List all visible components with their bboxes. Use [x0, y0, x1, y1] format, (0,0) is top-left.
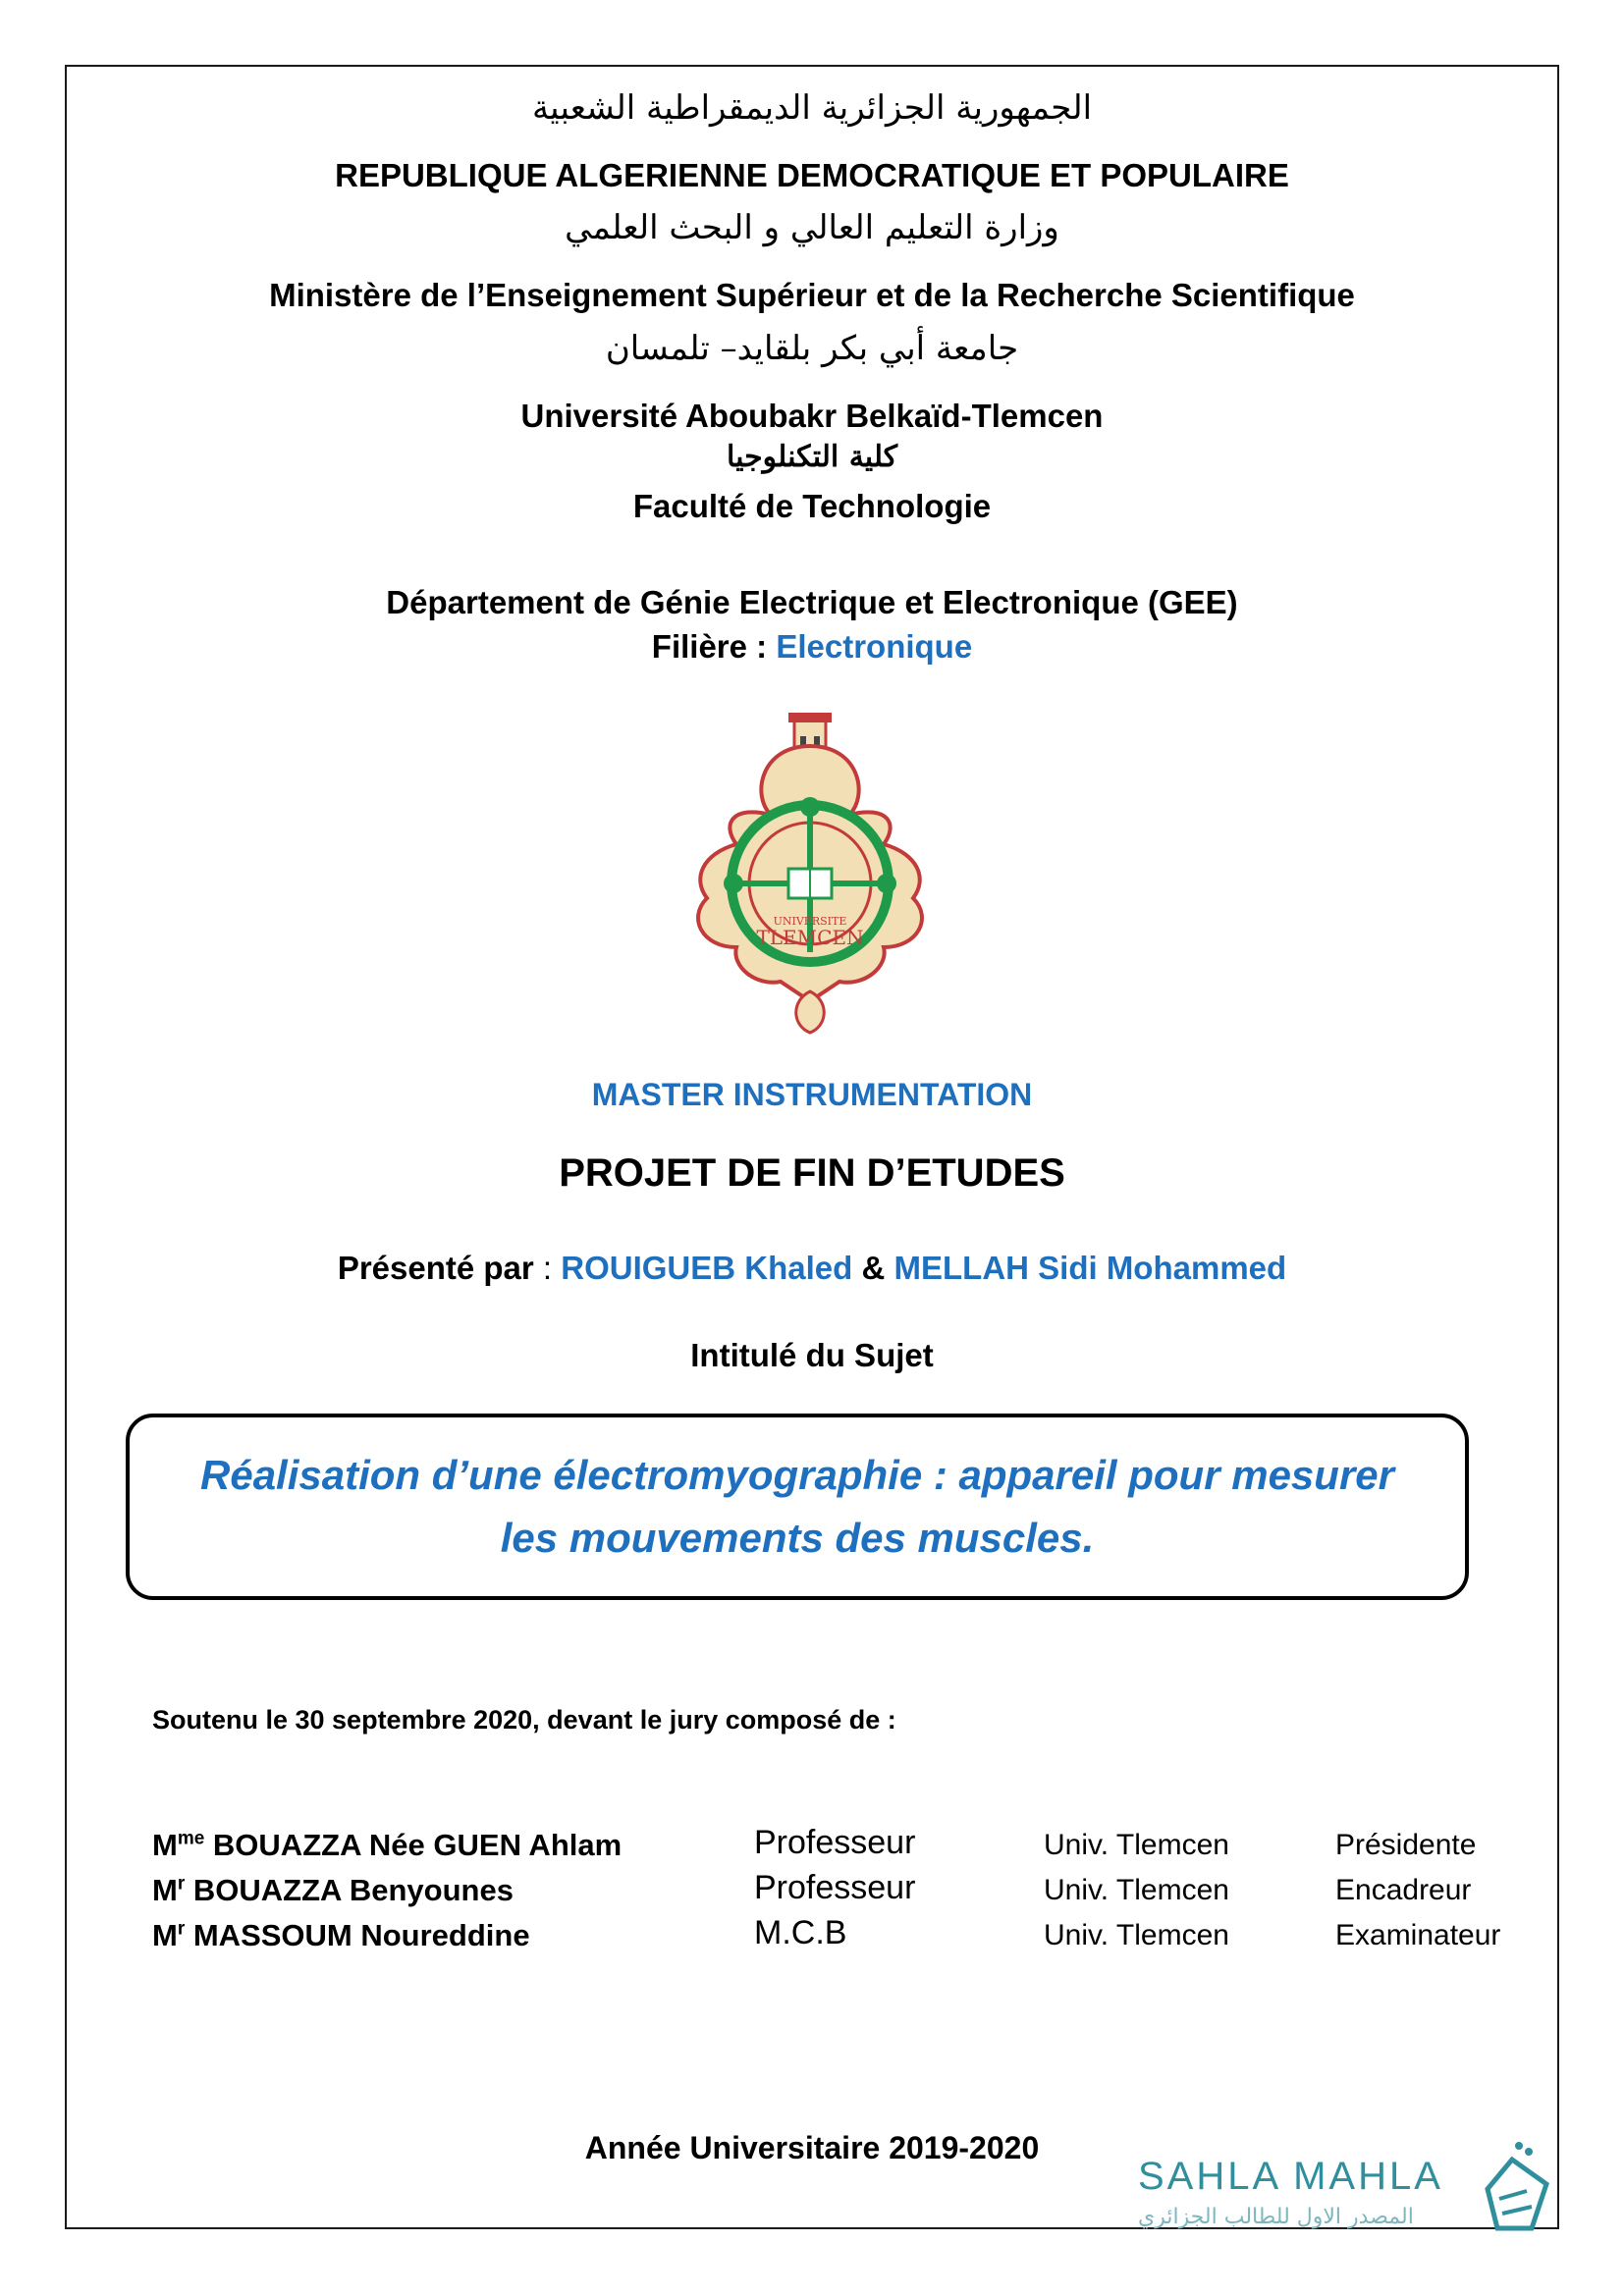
watermark-emblem-icon — [1488, 2142, 1546, 2228]
logo-tower-top — [788, 713, 832, 722]
faculty-french: Faculté de Technologie — [632, 488, 992, 524]
republic-arabic: الجمهورية الجزائرية الديمقراطية الشعبية — [531, 88, 1093, 128]
project-title: PROJET DE FIN D’ETUDES — [559, 1151, 1065, 1195]
thesis-title-line-1: Réalisation d’une électromyographie : appareil pour mesurer — [200, 1452, 1394, 1498]
university-french: Université Aboubakr Belkaïd-Tlemcen — [520, 398, 1104, 434]
thesis-title — [159, 1444, 1435, 1570]
university-logo — [663, 707, 957, 1036]
presented-separator: : — [542, 1250, 553, 1286]
department-name: Département de Génie Electrique et Electronique (GEE) — [386, 584, 1238, 620]
thesis-title-box — [126, 1414, 1469, 1600]
filiere-value: Electronique — [776, 628, 973, 665]
filiere-line — [65, 628, 1559, 666]
jury-member-univ: Univ. Tlemcen — [1044, 1919, 1229, 1951]
watermark-tagline: المصدر الاول للطالب الجزائري — [1138, 2205, 1414, 2229]
jury-member-name: $M^{me}$ BOUAZZA Née GUEN Ahlam — [152, 1828, 623, 1862]
author-1: ROUIGUEB Khaled — [561, 1250, 853, 1286]
logo-city-text: TLEMCEN — [756, 926, 864, 949]
watermark-brand: SAHLA MAHLA — [1138, 2155, 1443, 2198]
jury-member-role: Encadreur — [1335, 1874, 1472, 1906]
jury-member-name: $M^r$ MASSOUM Noureddine — [152, 1918, 530, 1952]
jury-member-role: Examinateur — [1335, 1919, 1501, 1951]
faculty-arabic: كلية التكنلوجيا — [726, 440, 898, 474]
jury-member-univ: Univ. Tlemcen — [1044, 1829, 1229, 1861]
presented-label: Présenté par — [337, 1250, 534, 1286]
author-and: & — [861, 1250, 886, 1286]
republic-french: REPUBLIQUE ALGERIENNE DEMOCRATIQUE ET POPULAIRE — [335, 157, 1289, 193]
thesis-title-line-2: les mouvements des muscles. — [500, 1515, 1095, 1561]
author-2: MELLAH Sidi Mohammed — [893, 1250, 1287, 1286]
jury-member-role: Présidente — [1335, 1829, 1477, 1861]
subject-label: Intitulé du Sujet — [690, 1337, 934, 1373]
filiere-label: Filière : — [651, 628, 768, 665]
jury-member-grade: M.C.B — [754, 1914, 847, 1951]
jury-member-name: $M^r$ BOUAZZA Benyounes — [152, 1873, 514, 1907]
logo-ring-text: UNIVERSITE — [773, 915, 847, 928]
sahla-mahla-watermark — [1134, 2130, 1576, 2248]
jury-member-grade: Professeur — [754, 1869, 916, 1906]
ministry-arabic: وزارة التعليم العالي و البحث العلمي — [565, 208, 1059, 247]
university-arabic: جامعة أبي بكر بلقايد– تلمسان — [605, 329, 1019, 368]
academic-year: Année Universitaire 2019-2020 — [584, 2130, 1040, 2165]
logo-drop — [796, 991, 825, 1033]
ministry-french: Ministère de l’Enseignement Supérieur et de la Recherche Scientifique — [269, 277, 1355, 313]
jury-member-grade: Professeur — [754, 1824, 916, 1861]
presented-by — [65, 1250, 1559, 1287]
master-title: MASTER INSTRUMENTATION — [591, 1077, 1033, 1112]
jury-member-univ: Univ. Tlemcen — [1044, 1874, 1229, 1906]
defense-intro: Soutenu le 30 septembre 2020, devant le jury composé de : — [152, 1705, 896, 1735]
